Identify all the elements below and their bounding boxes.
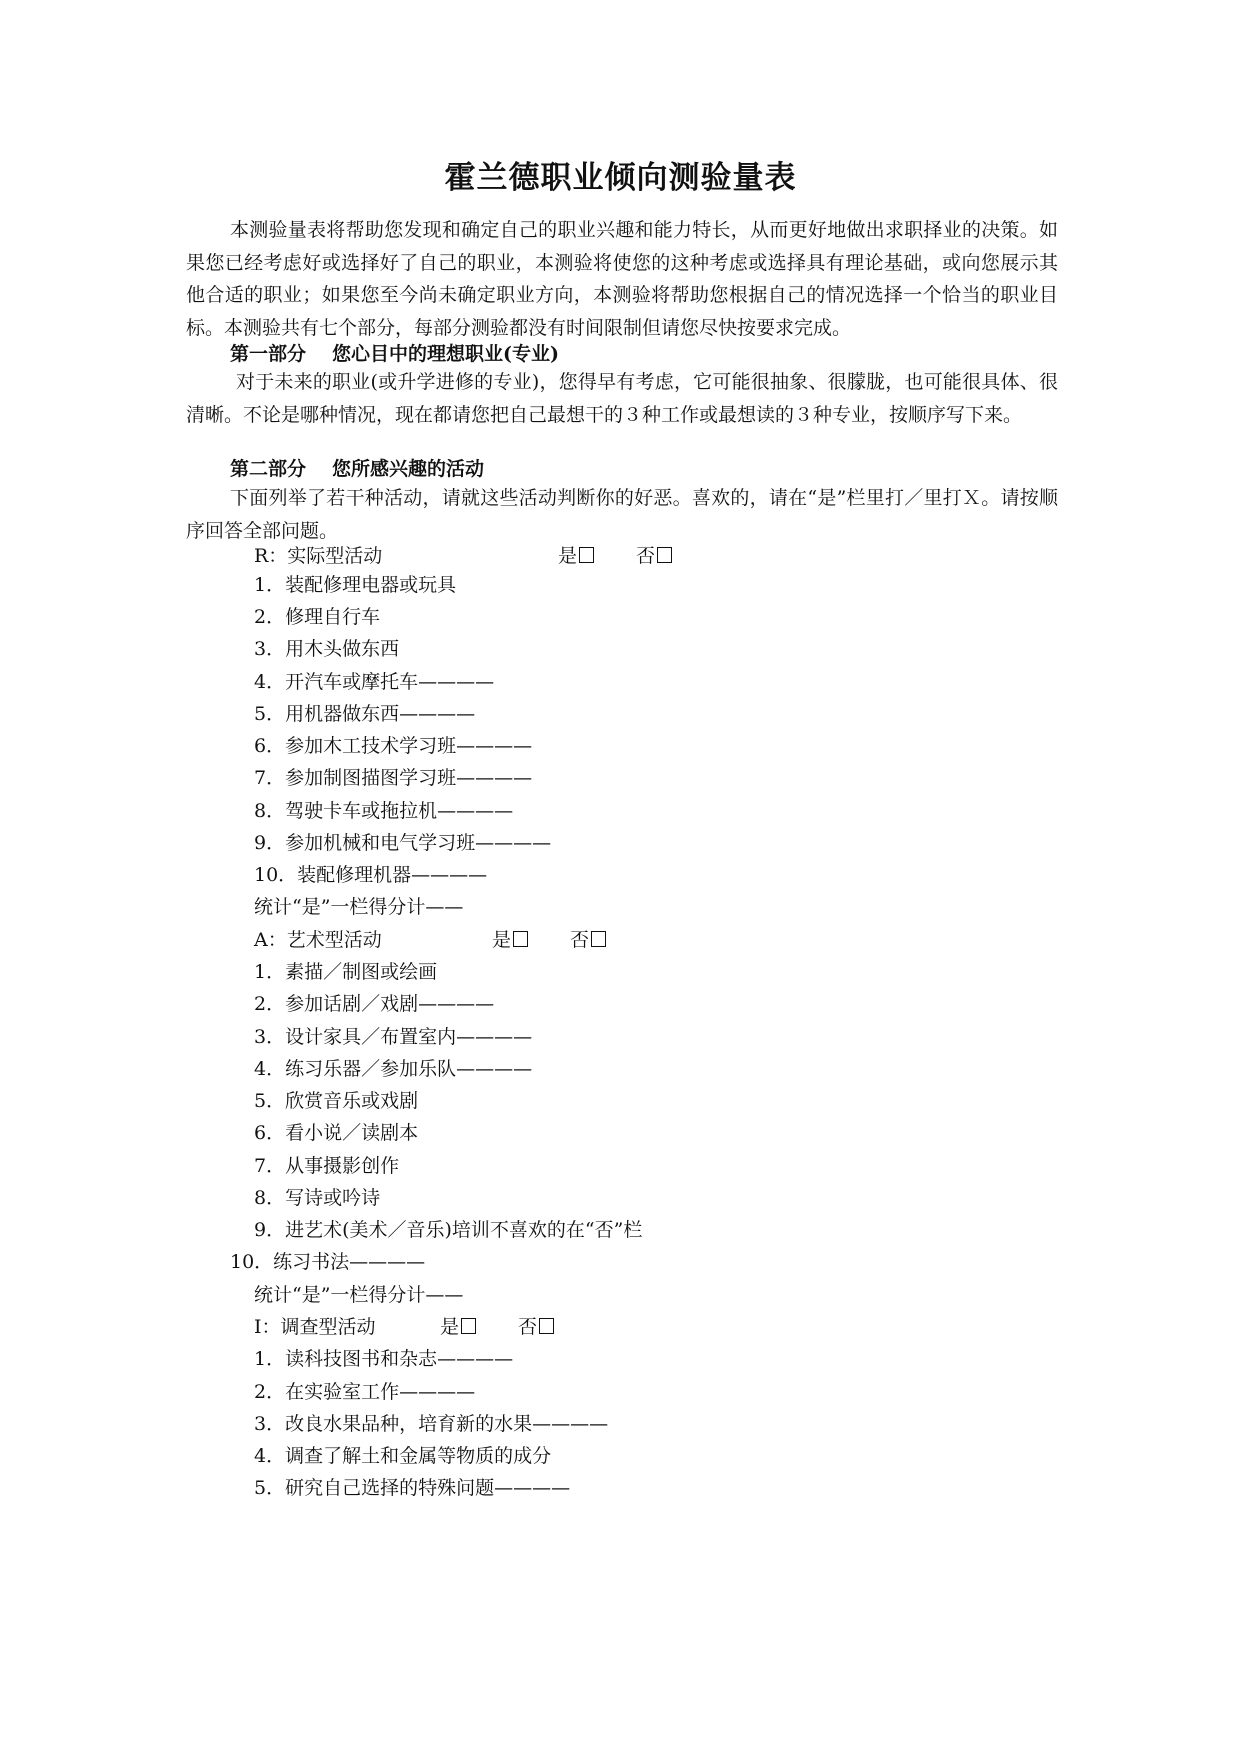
- section-a-no-checkbox[interactable]: [591, 931, 606, 947]
- section-r-no[interactable]: 否: [636, 540, 672, 572]
- section-i-item: 5．研究自己选择的特殊问题————: [254, 1477, 571, 1499]
- section-i-item: 2．在实验室工作————: [254, 1381, 476, 1403]
- section-r-item: 6．参加木工技术学习班————: [254, 735, 533, 757]
- section-a-no[interactable]: 否: [570, 924, 606, 956]
- section-i-item: 4．调查了解土和金属等物质的成分: [254, 1445, 552, 1467]
- section-a-yes-checkbox[interactable]: [513, 931, 528, 947]
- section-a-item: 9．进艺术(美术／音乐)培训不喜欢的在“否”栏: [254, 1219, 643, 1241]
- section-a-item: 8．写诗或吟诗: [254, 1187, 381, 1209]
- section-a-item: 5．欣赏音乐或戏剧: [254, 1090, 419, 1112]
- section-r-item: 10．装配修理机器————: [254, 864, 488, 886]
- section-a-item: 2．参加话剧／戏剧————: [254, 993, 495, 1015]
- section-a-total: 统计“是”一栏得分计——: [254, 1284, 464, 1306]
- section-i-item: 1．读科技图书和杂志————: [254, 1348, 514, 1370]
- section-r-item: 5．用机器做东西————: [254, 703, 476, 725]
- section-i-yes-checkbox[interactable]: [461, 1318, 476, 1334]
- section-r-yes[interactable]: 是: [558, 540, 594, 572]
- part2-heading: [230, 453, 484, 485]
- section-a-item: 3．设计家具／布置室内————: [254, 1026, 533, 1048]
- section-a-item: 1．素描／制图或绘画: [254, 961, 438, 983]
- part2-title: 您所感兴趣的活动: [332, 458, 485, 480]
- section-r-yes-checkbox[interactable]: [579, 547, 594, 563]
- section-a-item: 4．练习乐器／参加乐队————: [254, 1058, 533, 1080]
- part1-title: 您心目中的理想职业(专业): [332, 343, 559, 365]
- section-r-item: 9．参加机械和电气学习班————: [254, 832, 552, 854]
- section-r-item: 3．用木头做东西: [254, 638, 400, 660]
- section-i-item: 3．改良水果品种，培育新的水果————: [254, 1413, 609, 1435]
- section-a-item: 10．练习书法————: [230, 1251, 426, 1273]
- part2-paragraph: 下面列举了若干种活动，请就这些活动判断你的好恶。喜欢的，请在“是”栏里打／里打Ｘ。请按顺序回答全部问题。: [186, 487, 1058, 542]
- document-title: 霍兰德职业倾向测验量表: [444, 160, 797, 196]
- section-i-no-checkbox[interactable]: [539, 1318, 554, 1334]
- section-r-item: 4．开汽车或摩托车————: [254, 671, 495, 693]
- section-i-no[interactable]: 否: [518, 1311, 554, 1343]
- part1-paragraph: 对于未来的职业(或升学进修的专业)，您得早有考虑，它可能很抽象、很朦胧，也可能很具体、很清晰。不论是哪种情况，现在都请您把自己最想干的３种工作或最想读的３种专业，按顺序写下来。: [186, 371, 1058, 426]
- section-a-label: A：艺术型活动: [254, 929, 382, 951]
- section-i-yes[interactable]: 是: [440, 1311, 476, 1343]
- part1-label: 第一部分: [230, 343, 307, 365]
- section-r-label: R：实际型活动: [254, 545, 383, 567]
- section-i-label: I：调查型活动: [254, 1316, 376, 1338]
- section-r-no-checkbox[interactable]: [657, 547, 672, 563]
- section-r-item: 2．修理自行车: [254, 606, 381, 628]
- section-r-item: 8．驾驶卡车或拖拉机————: [254, 800, 514, 822]
- section-r-item: 1．装配修理电器或玩具: [254, 574, 457, 596]
- section-a-item: 6．看小说／读剧本: [254, 1122, 419, 1144]
- part2-label: 第二部分: [230, 458, 307, 480]
- intro-paragraph: 本测验量表将帮助您发现和确定自己的职业兴趣和能力特长，从而更好地做出求职择业的决策。如果您已经考虑好或选择好了自己的职业，本测验将使您的这种考虑或选择具有理论基础，或向您展示其他合适的职业；如果您至今尚未确定职业方向，本测验将帮助您根据自己的情况选择一个恰当的职业目标。本测验共有七个部分，每部分测验都没有时间限制但请您尽快按要求完成。: [186, 219, 1058, 339]
- section-a-item: 7．从事摄影创作: [254, 1155, 400, 1177]
- section-r-total: 统计“是”一栏得分计——: [254, 896, 464, 918]
- section-a-yes[interactable]: 是: [492, 924, 528, 956]
- section-r-item: 7．参加制图描图学习班————: [254, 767, 533, 789]
